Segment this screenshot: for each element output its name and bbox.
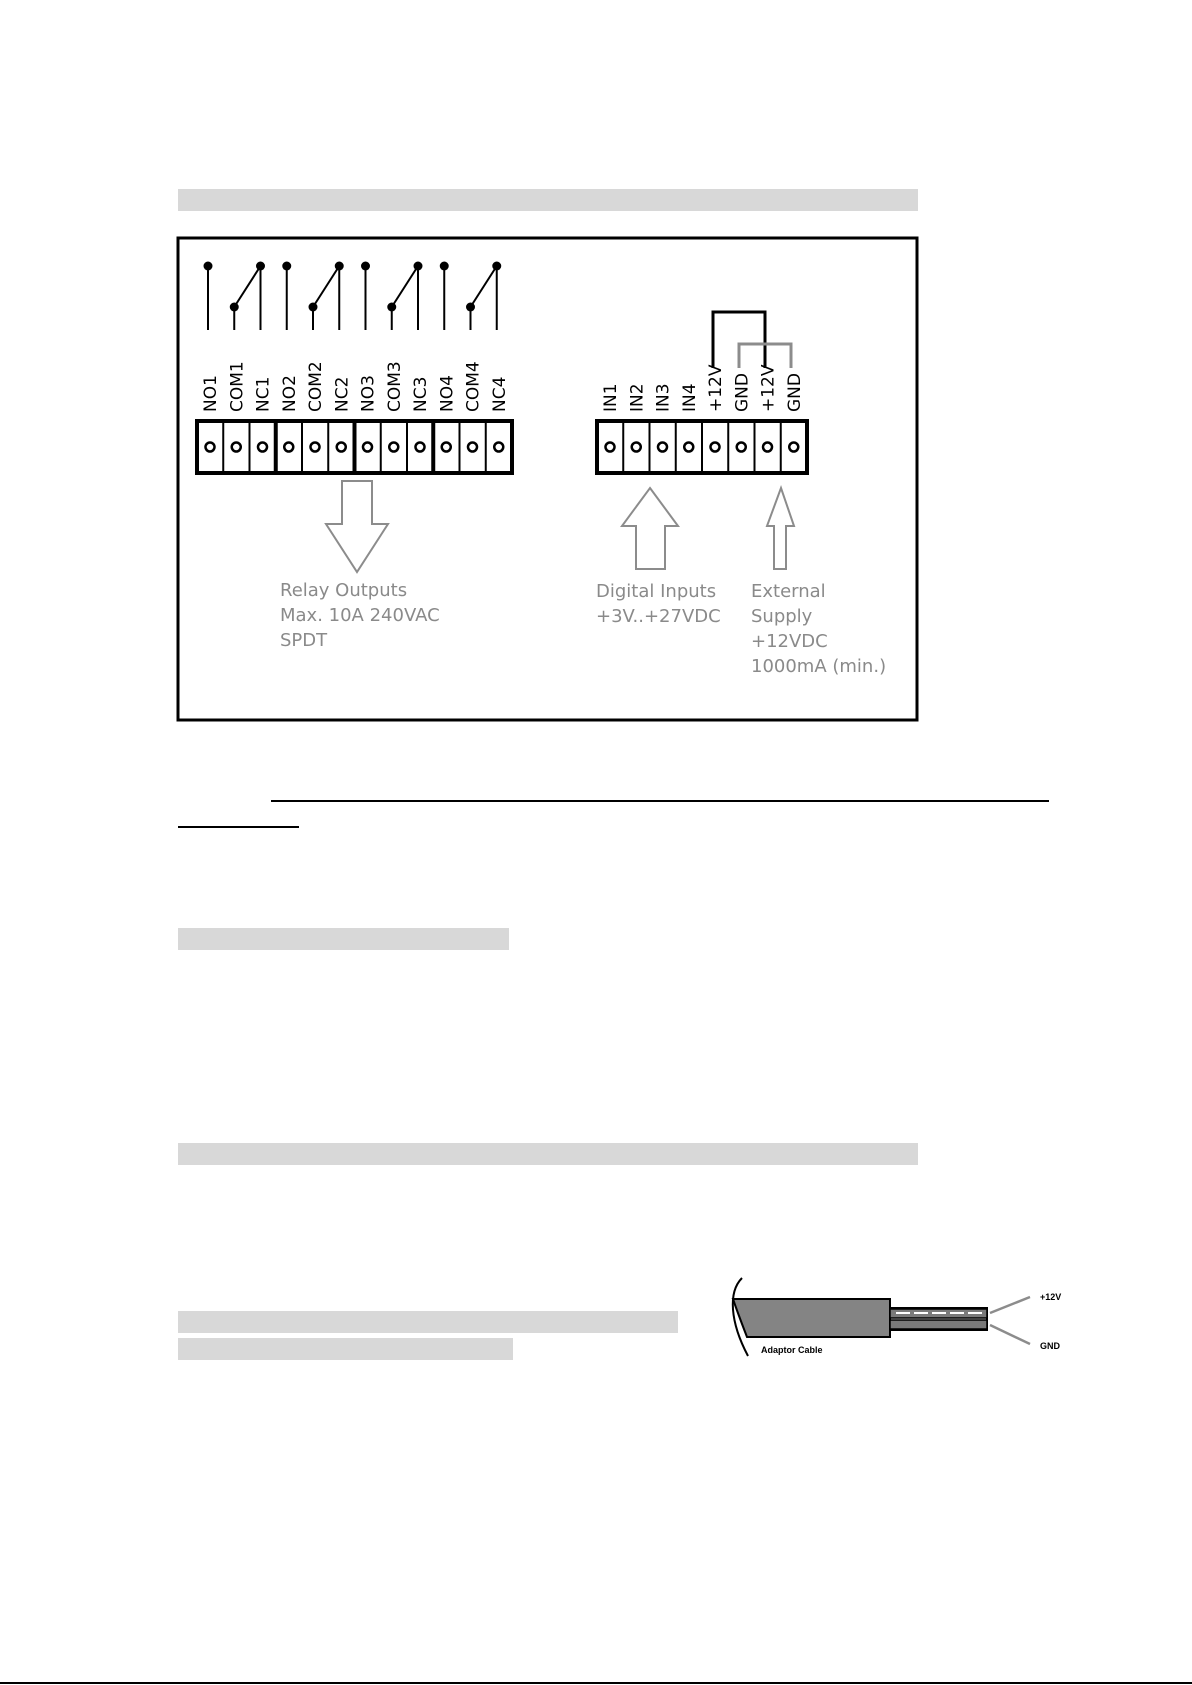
relay-terminal-label: COM3 [384,361,405,412]
digital-note-line-2: +3V..+27VDC [596,606,721,627]
supply-note-line-4: 1000mA (min.) [751,656,887,677]
cable-label: Adaptor Cable [761,1345,823,1355]
wire-bottom [990,1325,1030,1344]
supply-note-line-2: Supply [751,606,813,627]
supply-note-line-3: +12VDC [751,631,828,652]
relay-terminal-label: NC4 [489,376,510,412]
digital-note-line-1: Digital Inputs [596,581,717,602]
relay-terminal-label: NC3 [411,376,431,412]
relay-terminal-label: NO3 [358,375,379,412]
input-terminal-label: GND [732,373,753,412]
relay-terminal-label: NO4 [437,375,458,412]
input-terminal-label: GND [784,373,805,412]
cable-body [733,1299,890,1337]
relay-note-line-3: SPDT [280,630,328,651]
input-terminal-label: +12V [706,364,726,412]
input-terminal-label: IN3 [653,383,674,412]
page-bottom-rule [0,1682,1192,1684]
relay-terminal-label: COM1 [227,361,248,412]
input-terminal-label: IN4 [679,383,700,412]
input-terminal-label: +12V [758,364,779,412]
supply-note-line-1: External [751,581,826,602]
conductor-bottom [890,1320,987,1329]
relay-note-line-2: Max. 10A 240VAC [280,605,440,626]
wire-bottom-label: GND [1040,1341,1060,1351]
relay-terminal-label: NO1 [201,375,221,412]
relay-terminal-label: COM4 [463,361,484,412]
wire-top-label: +12V [1040,1292,1062,1302]
relay-terminal-label: COM2 [306,361,326,412]
relay-terminal-label: NC1 [253,376,274,412]
relay-terminal-label: NC2 [332,376,353,412]
relay-terminal-label: NO2 [279,375,300,412]
relay-note-line-1: Relay Outputs [280,580,408,601]
wire-top [990,1297,1030,1313]
input-terminal-label: IN1 [601,383,621,412]
input-terminal-label: IN2 [627,383,648,412]
